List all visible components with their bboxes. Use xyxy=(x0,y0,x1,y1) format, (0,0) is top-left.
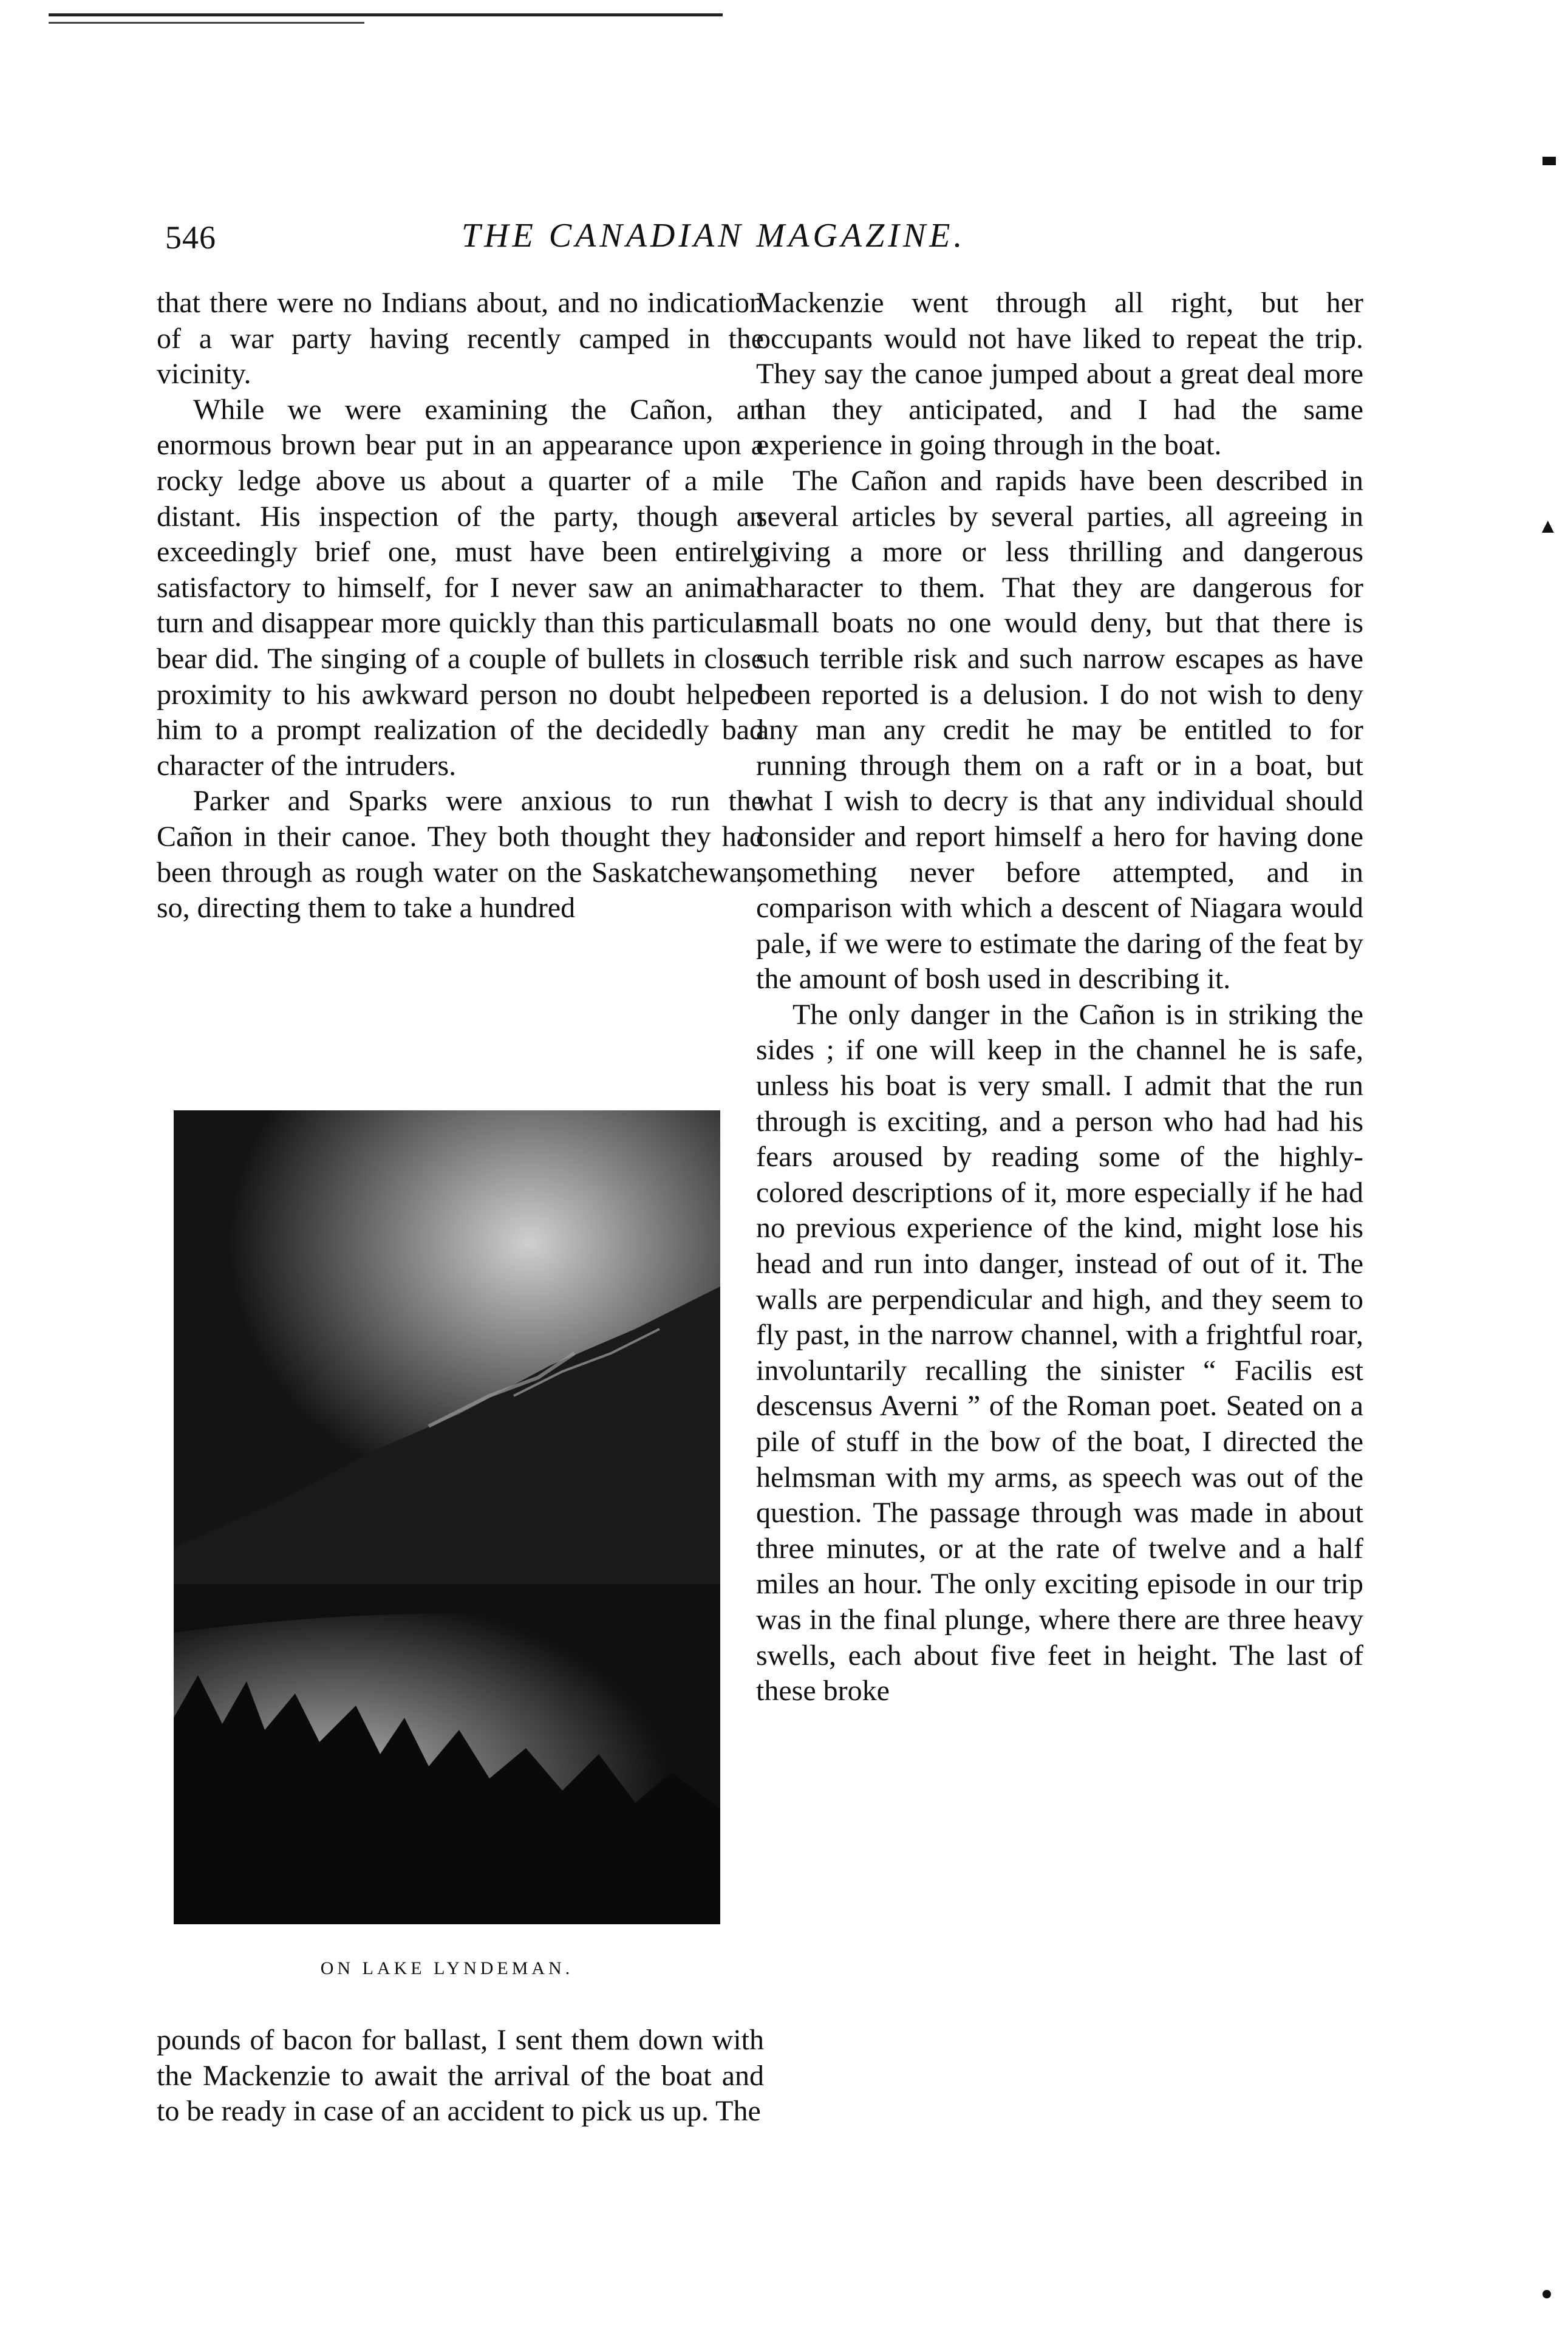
margin-dot xyxy=(1542,2290,1551,2298)
right-column xyxy=(756,285,1363,1709)
paragraph: that there were no Indians about, and no indication of a war party having recently camped in the vicinity. xyxy=(157,287,764,391)
lake-illustration xyxy=(174,1110,720,1924)
paragraph: The only danger in the Cañon is in striking the sides ; if one will keep in the channel he is safe, unless his boat is very small. I admit that the run through is exciting, and a person who had had his fears aroused by reading some of the highly-colored descriptions of it, more especially if he had no previous experience of the kind, might lose his head and run into danger, instead of out of it. The walls are perpendicular and high, and they seem to fly past, in the narrow channel, with a frightful roar, involuntarily recalling the sinister “ Facilis est descensus Averni ” of the Roman poet. Seated on a pile of stuff in the bow of the boat, I directed the helmsman with my arms, as speech was out of the question. The passage through was made in about three minutes, or at the rate of twelve and a half miles an hour. The only exciting episode in our trip was in the final plunge, where there are three heavy swells, each about five feet in height. The last of these broke xyxy=(756,998,1363,1707)
paragraph: Parker and Sparks were anxious to run the Cañon in their canoe. They both thought they had been through as rough water on the Saskatchewan, so, directing them to take a hundred xyxy=(157,785,764,924)
paragraph: pounds of bacon for ballast, I sent them down with the Mackenzie to await the arrival of the boat and to be ready in case of an accident to pick us up. The xyxy=(157,2024,764,2128)
margin-mark xyxy=(1542,157,1556,165)
paragraph: Mackenzie went through all right, but her occupants would not have liked to repeat the trip. They say the canoe jumped about a great deal more than they anticipated, and I had the same experience in going through in the boat. xyxy=(756,287,1363,462)
margin-arrow-icon: ▲ xyxy=(1538,515,1558,538)
top-rule xyxy=(49,13,723,16)
figure-caption: ON LAKE LYNDEMAN. xyxy=(320,1958,574,1978)
left-column-top xyxy=(157,285,764,926)
paragraph: While we were examining the Cañon, an enormous brown bear put in an appearance upon a rocky ledge above us about a quarter of a mile distant. His inspection of the party, though an exceedingly brief one, must have been entirely satisfactory to himself, for I never saw an animal turn and disappear more quickly than this particular bear did. The singing of a couple of bullets in close proximity to his awkward person no doubt helped him to a prompt realization of the decidedly bad character of the intruders. xyxy=(157,393,764,782)
running-head: THE CANADIAN MAGAZINE. xyxy=(462,217,966,255)
paragraph: The Cañon and rapids have been described in several articles by several parties, all agreeing in giving a more or less thrilling and dangerous character to them. That they are dangerous for small boats no one would deny, but that there is such terrible risk and such narrow escapes as have been reported is a delusion. I do not wish to deny any man any credit he may be entitled to for running through them on a raft or in a boat, but what I wish to decry is that any individual should consider and report himself a hero for having done something never before attempted, and in comparison with which a descent of Niagara would pale, if we were to estimate the daring of the feat by the amount of bosh used in describing it. xyxy=(756,464,1363,996)
top-rule-secondary xyxy=(49,22,364,24)
page-number: 546 xyxy=(165,219,216,256)
left-column-bottom xyxy=(157,2023,764,2130)
